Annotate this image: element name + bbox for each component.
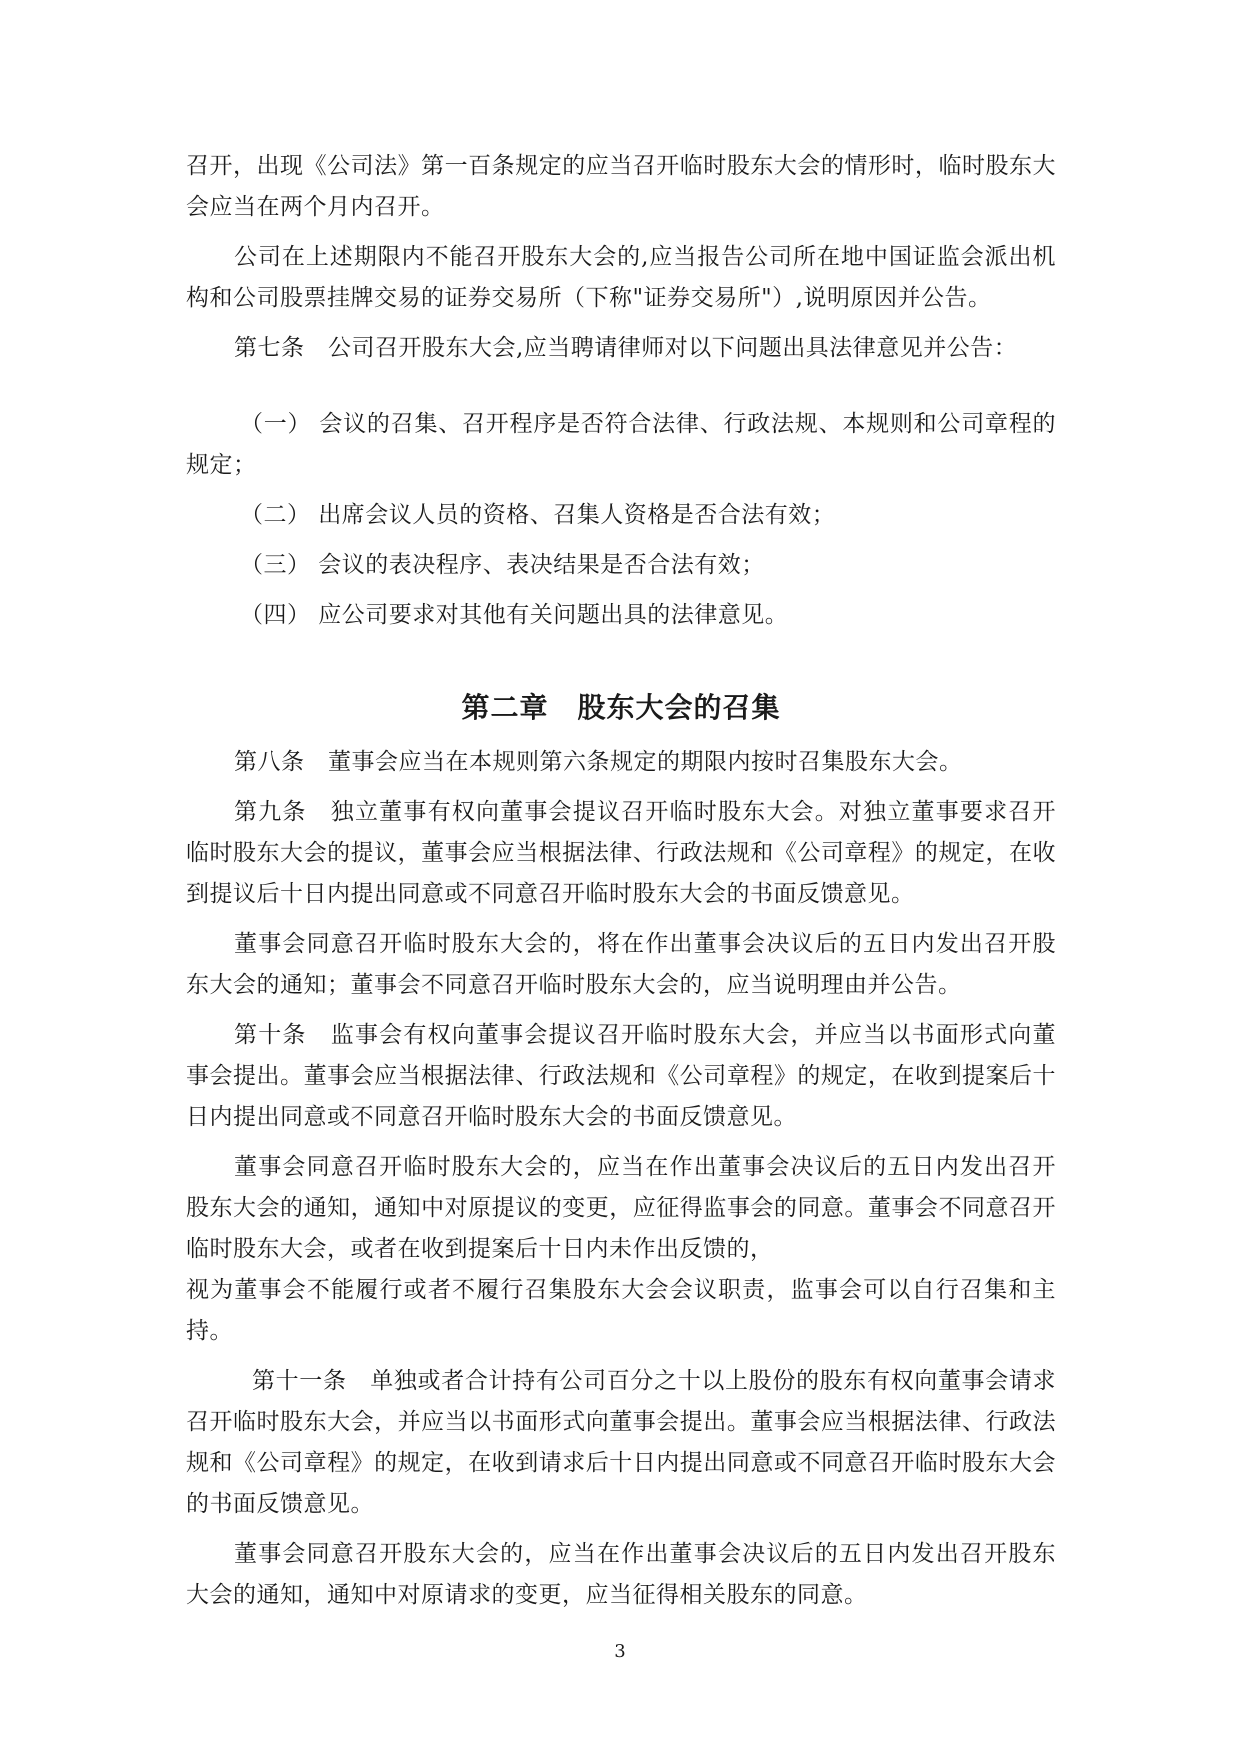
- page-number: 3: [614, 1641, 626, 1662]
- chapter-heading: 第二章 股东大会的召集: [461, 691, 781, 724]
- document-body: [186, 146, 1056, 1625]
- list-item-2: （二） 出席会议人员的资格、召集人资格是否合法有效；: [240, 502, 836, 528]
- list-item-3: （三） 会议的表决程序、表决结果是否合法有效；: [240, 552, 765, 578]
- article-7: 第七条 公司召开股东大会,应当聘请律师对以下问题出具法律意见并公告：: [234, 335, 1018, 361]
- paragraph-continuation: 召开，出现《公司法》第一百条规定的应当召开临时股东大会的情形时，临时股东大会应当在两个月内召开。: [186, 153, 1056, 220]
- article-11-paragraph-2: 董事会同意召开股东大会的，应当在作出董事会决议后的五日内发出召开股东大会的通知，通知中对原请求的变更，应当征得相关股东的同意。: [186, 1541, 1056, 1608]
- list-item-1: （一） 会议的召集、召开程序是否符合法律、行政法规、本规则和公司章程的规定；: [186, 411, 1056, 478]
- article-8: 第八条 董事会应当在本规则第六条规定的期限内按时召集股东大会。: [234, 749, 963, 775]
- list-item-4: （四） 应公司要求对其他有关问题出具的法律意见。: [240, 602, 789, 628]
- paragraph-report-deadline: 公司在上述期限内不能召开股东大会的,应当报告公司所在地中国证监会派出机构和公司股票挂牌交易的证券交易所（下称"证券交易所"）,说明原因并公告。: [186, 244, 1056, 311]
- article-9-paragraph-2: 董事会同意召开临时股东大会的，将在作出董事会决议后的五日内发出召开股东大会的通知；董事会不同意召开临时股东大会的，应当说明理由并公告。: [186, 931, 1056, 998]
- article-11: 第十一条 单独或者合计持有公司百分之十以上股份的股东有权向董事会请求召开临时股东大会，并应当以书面形式向董事会提出。董事会应当根据法律、行政法规和《公司章程》的规定，在收到请求后十日内提出同意或不同意召开临时股东大会的书面反馈意见。: [186, 1368, 1056, 1517]
- article-10-paragraph-2-continued: 视为董事会不能履行或者不履行召集股东大会会议职责，监事会可以自行召集和主持。: [186, 1277, 1056, 1344]
- article-9: 第九条 独立董事有权向董事会提议召开临时股东大会。对独立董事要求召开临时股东大会的提议，董事会应当根据法律、行政法规和《公司章程》的规定，在收到提议后十日内提出同意或不同意召开临时股东大会的书面反馈意见。: [186, 799, 1056, 907]
- article-10-paragraph-2: 董事会同意召开临时股东大会的，应当在作出董事会决议后的五日内发出召开股东大会的通知，通知中对原提议的变更，应征得监事会的同意。董事会不同意召开临时股东大会，或者在收到提案后十日内未作出反馈的，: [186, 1154, 1056, 1262]
- article-10: 第十条 监事会有权向董事会提议召开临时股东大会，并应当以书面形式向董事会提出。董事会应当根据法律、行政法规和《公司章程》的规定，在收到提案后十日内提出同意或不同意召开临时股东大会的书面反馈意见。: [186, 1022, 1056, 1130]
